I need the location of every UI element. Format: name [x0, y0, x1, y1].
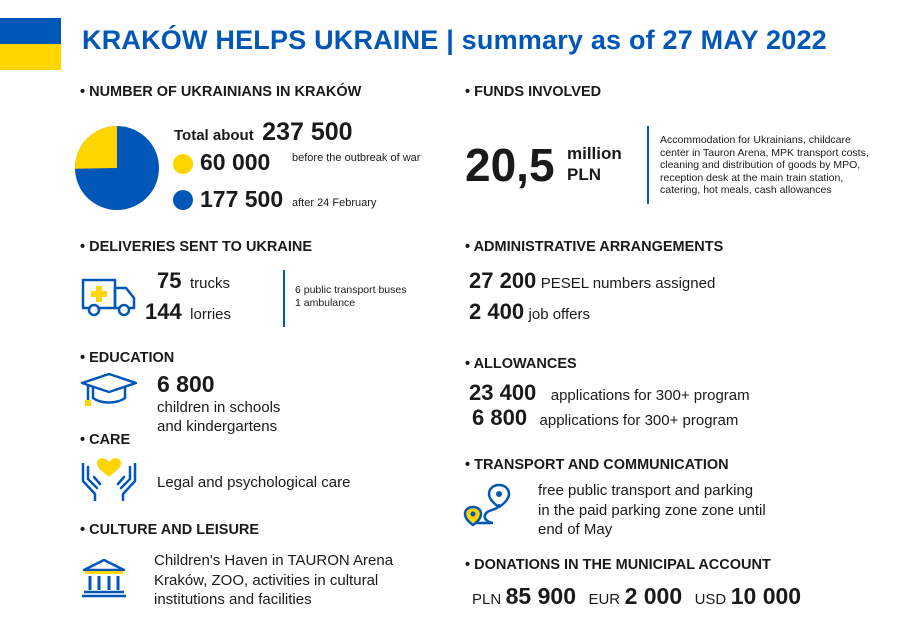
transport-line2: in the paid parking zone zone until — [538, 501, 766, 519]
route-icon — [463, 483, 513, 529]
pesel-value: 27 200 — [469, 268, 537, 293]
flag-blue-stripe — [0, 18, 61, 44]
total-value: 237 500 — [262, 118, 353, 146]
after-label: after 24 February — [292, 197, 377, 209]
admin-heading: • ADMINISTRATIVE ARRANGEMENTS — [465, 239, 724, 255]
lorries-row — [145, 299, 231, 325]
ukrainians-pie-chart — [74, 125, 160, 211]
ukrainians-heading: • NUMBER OF UKRAINIANS IN KRAKÓW — [80, 84, 362, 100]
pesel-row — [469, 268, 715, 294]
funds-heading: • FUNDS INVOLVED — [465, 84, 602, 100]
transport-line3: end of May — [538, 521, 613, 538]
deliveries-heading: • DELIVERIES SENT TO UKRAINE — [80, 239, 313, 255]
funds-unit — [567, 143, 622, 185]
pesel-label: PESEL numbers assigned — [540, 275, 716, 292]
education-heading: • EDUCATION — [80, 350, 175, 366]
allowances-row2-value: 6 800 — [472, 405, 528, 430]
deliveries-note-line2: 1 ambulance — [295, 296, 356, 309]
deliveries-divider — [283, 270, 285, 327]
total-row — [174, 118, 353, 147]
funds-value: 20,5 — [465, 139, 555, 191]
education-label-line1: children in schools — [157, 399, 281, 416]
trucks-row — [157, 268, 230, 294]
flag-yellow-stripe — [0, 44, 61, 70]
hands-heart-icon — [80, 455, 138, 503]
funds-unit-line1: million — [567, 144, 622, 163]
lorries-label: lorries — [190, 306, 232, 323]
transport-heading: • TRANSPORT AND COMMUNICATION — [465, 457, 729, 473]
education-label-line2: and kindergartens — [157, 418, 278, 435]
culture-line1: Children's Haven in TAURON Arena — [154, 552, 394, 569]
transport-text — [538, 481, 766, 540]
ambulance-icon — [80, 274, 138, 318]
page-title: KRAKÓW HELPS UKRAINE | summary as of 27 MAY 2022 — [82, 25, 827, 55]
donations-eur-value: 2 000 — [624, 583, 683, 609]
yellow-legend-dot — [173, 154, 193, 174]
jobs-label: job offers — [528, 306, 590, 323]
donations-eur-label: EUR — [588, 591, 621, 608]
allowances-row2-label: applications for 300+ program — [539, 412, 739, 429]
culture-line3: institutions and facilities — [154, 591, 312, 608]
jobs-value: 2 400 — [469, 299, 525, 324]
deliveries-note — [295, 284, 406, 309]
culture-text — [154, 551, 393, 610]
before-label: before the outbreak of war — [292, 152, 421, 164]
lorries-value: 144 — [145, 299, 182, 324]
after-value: 177 500 — [200, 186, 284, 212]
education-label — [157, 398, 280, 436]
allowances-row1-label: applications for 300+ program — [550, 387, 750, 404]
funds-description: Accommodation for Ukrainians, childcare center in Tauron Arena, MPK transport costs, cleaning and distribution of goods by MPO, reception desk at the main train station, catering, hot meals, cash allowances — [660, 134, 869, 196]
donations-usd-label: USD — [694, 591, 727, 608]
total-label: Total about — [174, 127, 254, 144]
allowances-row-2 — [472, 405, 738, 431]
transport-line1: free public transport and parking — [538, 482, 754, 499]
museum-building-icon — [80, 557, 128, 599]
donations-pln-value: 85 900 — [505, 583, 576, 609]
funds-unit-line2: PLN — [567, 165, 601, 184]
blue-legend-dot — [173, 190, 193, 210]
allowances-row-1 — [469, 380, 750, 406]
trucks-label: trucks — [189, 275, 230, 292]
care-heading: • CARE — [80, 432, 131, 448]
graduation-cap-icon — [80, 372, 138, 408]
care-label: Legal and psychological care — [157, 474, 351, 491]
culture-heading: • CULTURE AND LEISURE — [80, 522, 260, 538]
education-value: 6 800 — [157, 371, 215, 397]
trucks-value: 75 — [157, 268, 182, 293]
jobs-row — [469, 299, 590, 325]
allowances-heading: • ALLOWANCES — [465, 356, 577, 372]
allowances-row1-value: 23 400 — [469, 380, 537, 405]
donations-pln-label: PLN — [472, 591, 502, 608]
before-value: 60 000 — [200, 149, 271, 175]
donations-row — [472, 583, 801, 610]
pie-slice-before — [75, 126, 117, 169]
funds-divider — [647, 126, 649, 204]
deliveries-note-line1: 6 public transport buses — [295, 284, 407, 296]
donations-usd-value: 10 000 — [730, 583, 802, 609]
donations-heading: • DONATIONS IN THE MUNICIPAL ACCOUNT — [465, 557, 771, 573]
culture-line2: Kraków, ZOO, activities in cultural — [154, 571, 379, 589]
